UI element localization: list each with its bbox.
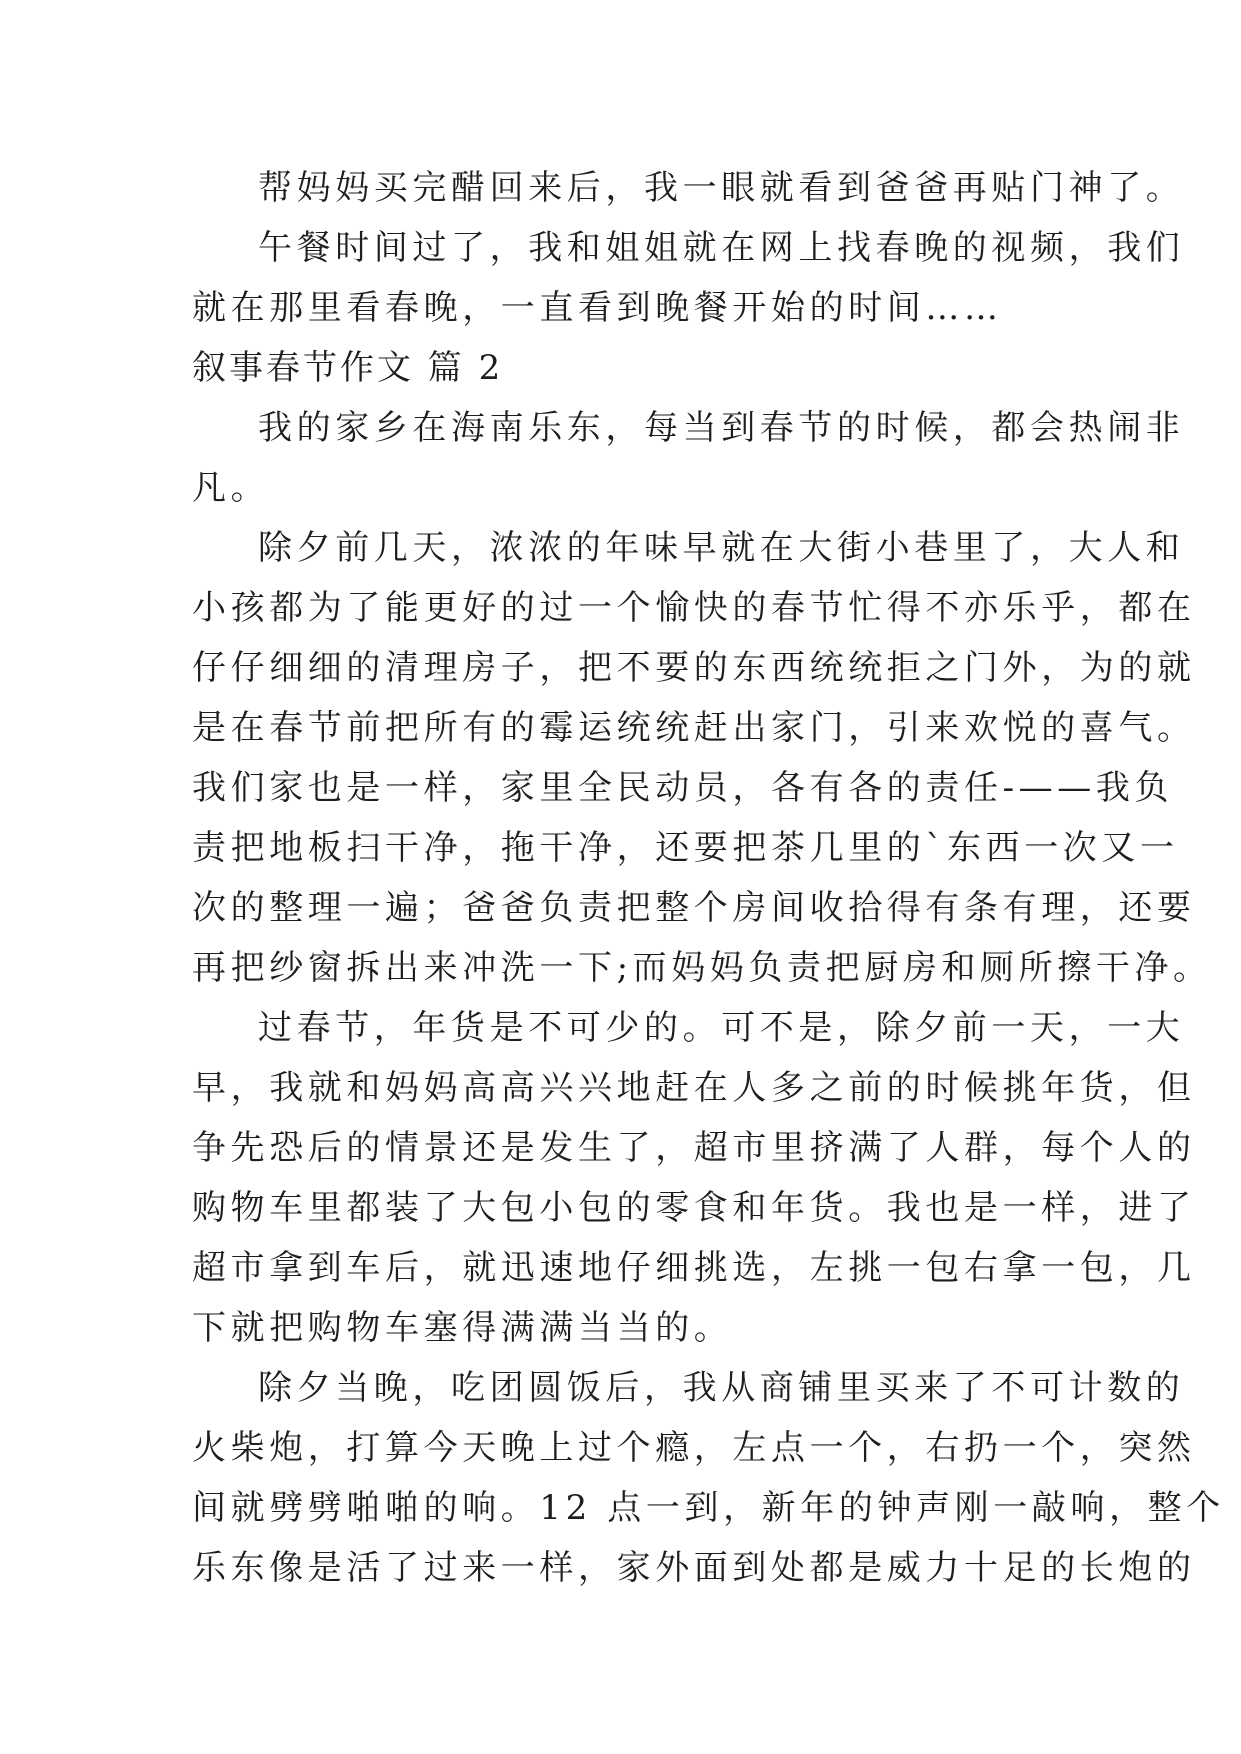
paragraph-line: 早，我就和妈妈高高兴兴地赶在人多之前的时候挑年货，但 [192,1068,1196,1108]
paragraph-line: 争先恐后的情景还是发生了，超市里挤满了人群，每个人的 [192,1128,1196,1168]
paragraph-line: 再把纱窗拆出来冲洗一下;而妈妈负责把厨房和厕所擦干净。 [192,948,1212,988]
paragraph-line: 次的整理一遍；爸爸负责把整个房间收拾得有条有理，还要 [192,888,1196,928]
paragraph-line: 乐东像是活了过来一样，家外面到处都是威力十足的长炮的 [192,1548,1196,1588]
paragraph-line: 火柴炮，打算今天晚上过个瘾，左点一个，右扔一个，突然 [192,1428,1196,1468]
paragraph-line: 除夕当晚，吃团圆饭后，我从商铺里买来了不可计数的 [258,1368,1185,1408]
paragraph-line: 超市拿到车后，就迅速地仔细挑选，左挑一包右拿一包，几 [192,1248,1196,1288]
paragraph-line: 我们家也是一样，家里全民动员，各有各的责任-——我负 [192,768,1174,808]
paragraph-line: 凡。 [192,468,270,508]
paragraph-line: 是在春节前把所有的霉运统统赶出家门，引来欢悦的喜气。 [192,708,1196,748]
paragraph-line: 间就劈劈啪啪的响。12 点一到，新年的钟声刚一敲响，整个 [192,1488,1225,1528]
paragraph-line: 下就把购物车塞得满满当当的。 [192,1308,733,1348]
paragraph-line: 就在那里看春晚，一直看到晚餐开始的时间…… [192,288,1003,328]
paragraph-line: 仔仔细细的清理房子，把不要的东西统统拒之门外，为的就 [192,648,1196,688]
paragraph-line: 过春节，年货是不可少的。可不是，除夕前一天，一大 [258,1008,1185,1048]
section-heading: 叙事春节作文 篇 2 [192,348,504,388]
essay-body [192,158,1225,1598]
paragraph-line: 购物车里都装了大包小包的零食和年货。我也是一样，进了 [192,1188,1196,1228]
paragraph-line: 小孩都为了能更好的过一个愉快的春节忙得不亦乐乎，都在 [192,588,1196,628]
paragraph-line: 责把地板扫干净，拖干净，还要把茶几里的`东西一次又一 [192,828,1179,868]
paragraph-line: 午餐时间过了，我和姐姐就在网上找春晚的视频，我们 [258,228,1185,268]
paragraph-line: 帮妈妈买完醋回来后，我一眼就看到爸爸再贴门神了。 [258,168,1185,208]
paragraph-line: 除夕前几天，浓浓的年味早就在大街小巷里了，大人和 [258,528,1185,568]
paragraph-line: 我的家乡在海南乐东，每当到春节的时候，都会热闹非 [258,408,1185,448]
